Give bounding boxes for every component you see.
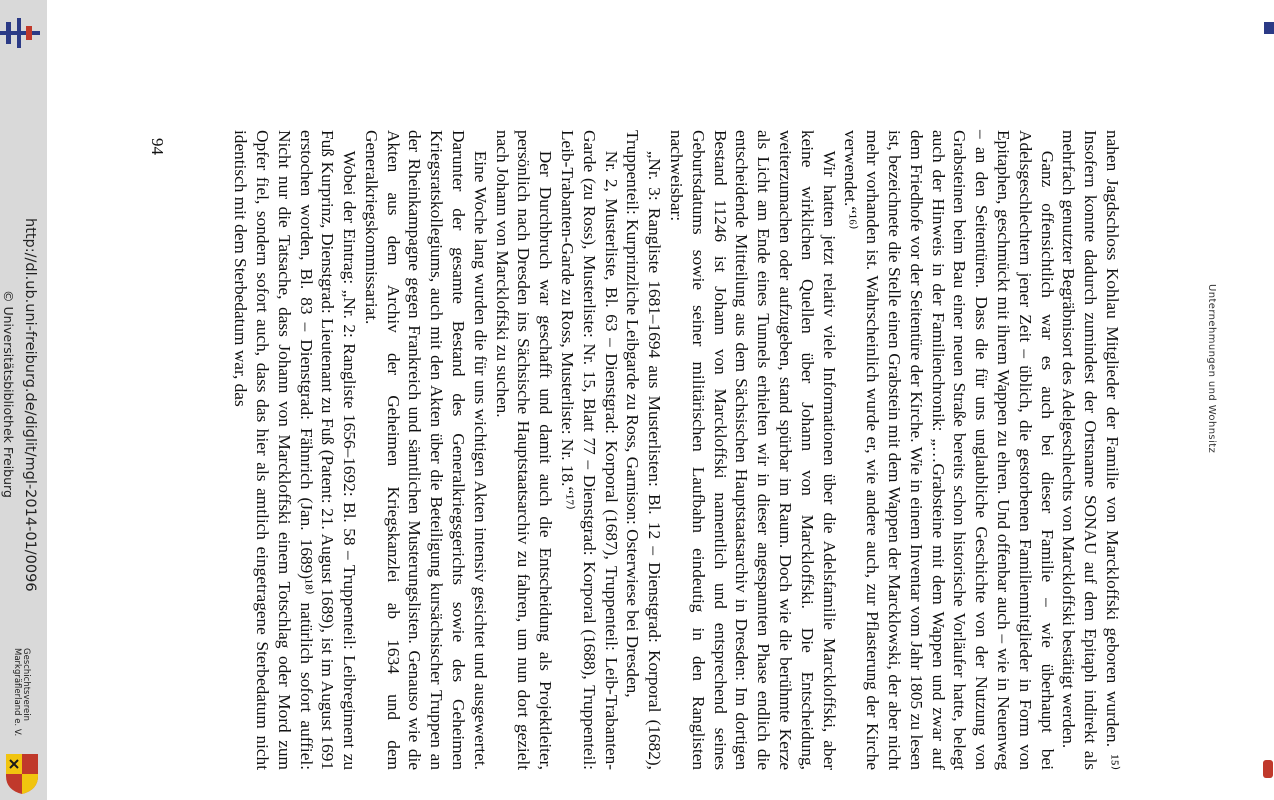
paragraph: Wobei der Eintrag: „Nr. 2: Rangliste 1656–1692: Bl. 58 – Truppenteil: Leibregiment zu Fuß Kurprinz, Dienstgrad: Lieutenant zu Fuß (Patent: 21. August 1689), ist im August 1691 erstochen worden, Bl. 83 – Dienstgrad: Fähnrich (Jan. 1689)¹⁸⁾ natürlich sofort auffiel: Nicht nur die Tatsache, dass Johann von Marckloffski einem Totschlag oder Mord zum Opfer fiel, sondern sofort auch, dass das hier als amtlich eingetragene Sterbedatum nicht identisch mit dem Sterbedatum war, das: [231, 130, 360, 770]
paragraph: nahen Jagdschloss Kohlau Mitglieder der Familie von Marckloffski geboren wurden. ¹⁵⁾ Insofern konnte dadurch zumindest der Ortsname SONAU auf dem Epitaph indirekt als mehrfach genutzter Begräbnisort des Adelgeschlechts von Marckloffski bestätigt werden.: [1059, 130, 1122, 770]
paragraph: „Nr. 3: Rangliste 1681–1694 aus Musterlisten: Bl. 12 – Dienstgrad: Korporal (1682), Truppenteil: Kurprinzliche Leibgarde zu Ross, Garnison: Osterwiese bei Dresden,: [623, 130, 665, 770]
paragraph: Eine Woche lang wurden die für uns wichtigen Akten intensiv gesichtet und ausgewertet. Darunter der gesamte Bestand des Generalkriegsgerichts sowie des Geheimen Kriegsratskollegiums, auch mit den Akten über die Beteiligung kursächsischer Truppen an der Rheinkampagne gegen Frankreich und sämtlichen Musterungslisten. Genauso wie die Akten aus dem Archiv der Geheimen Kriegskanzlei ab 1634 und dem Generalkriegskommissariat.: [361, 130, 490, 770]
permalink-url[interactable]: http://dl.ub.uni-freiburg.de/diglit/mgl-2014-01/0096: [22, 218, 38, 592]
viewer-right-strip: [1262, 0, 1274, 800]
library-logo-fragment-icon: [1264, 22, 1274, 34]
library-logo-icon: [0, 18, 40, 48]
page-number: 94: [148, 138, 167, 155]
body-text: [133, 130, 1123, 770]
paragraph: Der Durchbruch war geschafft und damit auch die Entscheidung als Projektleiter, persönlich nach Dresden ins Sächsische Hauptstaatsarchiv zu fahren, um nun dort gezielt nach Johann von Marckloffski zu suchen.: [492, 130, 556, 770]
paragraph: Ganz offensichtlich war es auch bei dieser Familie – wie überhaupt bei Adelsgeschlechtern jener Zeit – üblich, die gestorbenen Familienmitglieder in Form von Epitaphen, geschmückt mit ihrem Wappen zu ehren. Und offenbar auch – wie in Neuenweg – an den Seitentüren. Dass die für uns unglaubliche Geschichte von der Nutzung von Grabsteinen beim Bau einer neuen Straße bereits schon historische Vorläufer hatte, belegt auch der Hinweis in der Familienchronik: „…Grabsteine mit dem Wappen und zwar auf dem Friedhofe vor der Seitentüre der Kirche. Wie in einem Inventar vom Jahr 1805 zu lesen ist, bezeichnete die Stelle einen Grabstein mit dem Wappen der Marcklowski, der aber nicht mehr vorhanden ist. Wahrscheinlich wurde er, wie andere auch, zur Pflasterung der Kirche verwendet.“¹⁶⁾: [841, 130, 1057, 770]
organization-label: Geschichtsverein Markgräflerland e. V.: [12, 648, 31, 737]
copyright-notice: © Universitätsbibliothek Freiburg: [1, 290, 16, 498]
paragraph: Wir hatten jetzt relativ viele Informationen über die Adelsfamilie Marckloffski, aber keine wirklichen Quellen über Johann von Marckloffski. Die Entscheidung, weiterzumachen oder aufzugeben, stand spürbar im Raum. Doch wie die berühmte Kerze als Licht am Ende eines Tunnels erhielten wir in dieser angespannten Phase endlich die entscheidende Mitteilung aus dem Sächsischen Hauptstaatsarchiv in Dresden: Im dortigen Bestand 11246 ist Johann von Marckloffski namentlich und entsprechend seines Geburtsdatums sowie seiner militärischen Laufbahn eindeutig in den Ranglisten nachweisbar:: [667, 130, 839, 770]
coat-of-arms-icon: [2, 752, 42, 796]
running-header: Unternehmungen und Wohnsitz: [1206, 284, 1217, 454]
coat-of-arms-fragment-icon: [1263, 760, 1273, 778]
paragraph: Nr. 2, Musterliste, Bl. 63 – Dienstgrad: Korporal (1687), Truppenteil: Leib-Trabanten-Garde (zu Ross), Musterliste: Nr. 15, Blatt 77 – Dienstgrad: Korporal (1688), Truppenteil: Leib-Trabanten-Garde zu Ross, Musterliste: Nr. 18.“¹⁷⁾: [558, 130, 621, 770]
